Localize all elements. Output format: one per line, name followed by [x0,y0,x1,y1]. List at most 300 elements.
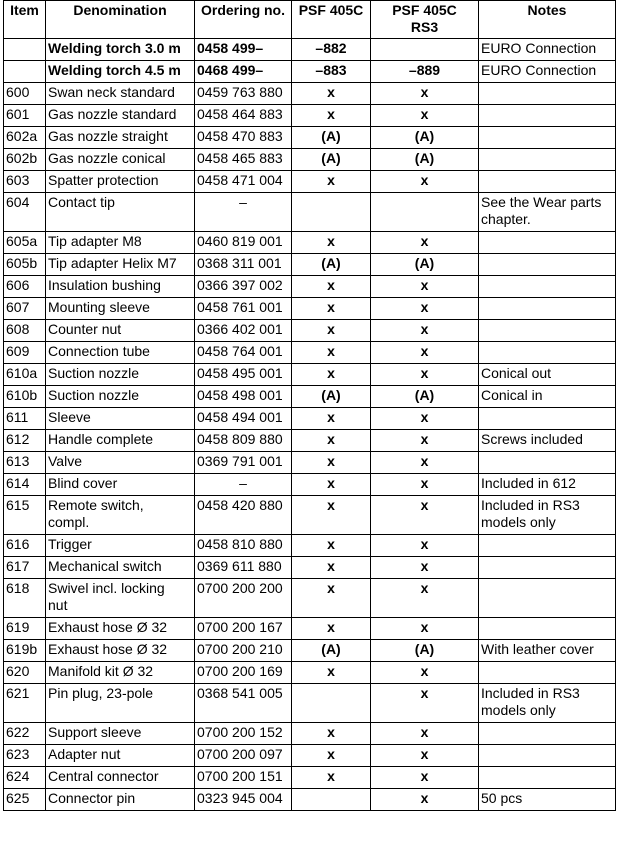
notes-cell [479,618,616,640]
notes-cell [479,723,616,745]
denomination-cell [46,496,195,535]
psf-405c-rs3-cell-text: x [420,299,429,315]
header-psf-405c-rs3 [371,1,479,39]
item-cell-text: 610b [6,387,38,403]
ordering-cell-text: 0458 764 001 [197,343,283,359]
ordering-cell-text: 0458 470 883 [197,128,283,144]
notes-cell-text: 50 pcs [481,790,523,806]
notes-cell [479,105,616,127]
psf-405c-rs3-cell-text: x [420,619,429,635]
item-cell-text: 605a [6,233,38,249]
psf-405c-cell-text: x [327,84,335,100]
item-cell-text: 621 [6,685,30,701]
denomination-cell-text: Welding torch 4.5 m [48,62,181,78]
psf-405c-rs3-cell [371,39,479,61]
psf-405c-rs3-cell [371,386,479,408]
table-row [4,320,616,342]
psf-405c-rs3-cell-text: x [420,768,429,784]
denomination-cell-text: compl. [48,514,90,530]
item-cell [4,386,46,408]
ordering-cell [195,684,292,723]
psf-405c-cell-text: x [327,746,335,762]
psf-405c-cell [292,452,371,474]
psf-405c-rs3-cell [371,298,479,320]
ordering-cell-text: 0458 465 883 [197,150,283,166]
item-cell [4,723,46,745]
item-cell-text: 612 [6,431,30,447]
psf-405c-rs3-cell [371,408,479,430]
denomination-cell-text: Handle complete [48,431,154,447]
psf-405c-rs3-cell [371,430,479,452]
denomination-cell [46,193,195,232]
notes-cell [479,276,616,298]
psf-405c-cell-text: –883 [315,62,347,78]
notes-cell-text: Screws included [481,431,583,447]
ordering-cell-text: 0458 494 001 [197,409,283,425]
psf-405c-rs3-cell-text: (A) [414,387,435,403]
notes-cell-text: EURO Connection [481,40,597,56]
psf-405c-cell-text: (A) [321,150,341,166]
ordering-cell-text: 0700 200 097 [197,746,283,762]
psf-405c-cell [292,364,371,386]
header-ordering-no: Ordering no. [195,1,292,39]
psf-405c-rs3-cell [371,535,479,557]
item-cell-text: 601 [6,106,30,122]
psf-405c-rs3-cell-text: x [420,746,429,762]
psf-405c-cell [292,171,371,193]
psf-405c-rs3-cell-text: x [420,431,429,447]
psf-405c-rs3-cell [371,684,479,723]
notes-cell [479,83,616,105]
item-cell-text: 613 [6,453,30,469]
psf-405c-cell [292,83,371,105]
psf-405c-cell-text: x [327,768,335,784]
denomination-cell-text: Tip adapter Helix M7 [48,255,177,271]
notes-cell [479,298,616,320]
psf-405c-rs3-cell [371,105,479,127]
ordering-cell-text: 0459 763 880 [197,84,283,100]
ordering-cell-text: 0458 495 001 [197,365,283,381]
denomination-cell [46,320,195,342]
ordering-cell [195,342,292,364]
psf-405c-rs3-cell-text: x [420,277,429,293]
psf-405c-cell-text: x [327,497,335,513]
denomination-cell-text: Blind cover [48,475,118,491]
notes-cell-text: chapter. [481,211,531,227]
ordering-cell [195,618,292,640]
denomination-cell-text: Spatter protection [48,172,159,188]
notes-cell-text: EURO Connection [481,62,597,78]
psf-405c-cell-text: x [327,619,335,635]
notes-cell [479,61,616,83]
ordering-cell-text: 0458 420 880 [197,497,283,513]
psf-405c-rs3-cell-text: x [420,475,429,491]
psf-405c-rs3-cell [371,767,479,789]
ordering-cell [195,364,292,386]
table-row [4,640,616,662]
psf-405c-cell-text: x [327,365,335,381]
psf-405c-rs3-cell-text: x [420,724,429,740]
ordering-cell [195,127,292,149]
psf-405c-cell [292,149,371,171]
table-row [4,127,616,149]
ordering-cell-text: 0458 499– [197,40,264,56]
denomination-cell [46,474,195,496]
psf-405c-rs3-cell [371,723,479,745]
psf-405c-cell [292,61,371,83]
psf-405c-cell-text: x [327,536,335,552]
header-psf-405c-rs3-line1: PSF 405C [392,2,457,18]
psf-405c-cell [292,105,371,127]
item-cell-text: 600 [6,84,30,100]
table-row [4,408,616,430]
ordering-cell [195,298,292,320]
psf-405c-rs3-cell-text: x [420,497,429,513]
denomination-cell-text: Tip adapter M8 [48,233,142,249]
item-cell-text: 614 [6,475,30,491]
ordering-cell-text: 0369 611 880 [197,558,282,574]
table-row [4,535,616,557]
denomination-cell-text: Connection tube [48,343,150,359]
denomination-cell-text: Manifold kit Ø 32 [48,663,154,679]
ordering-cell-text: 0458 498 001 [197,387,283,403]
psf-405c-cell-text: x [327,431,335,447]
ordering-cell [195,496,292,535]
psf-405c-rs3-cell [371,640,479,662]
denomination-cell-text: Mounting sleeve [48,299,150,315]
denomination-cell [46,684,195,723]
psf-405c-rs3-cell [371,618,479,640]
denomination-cell [46,640,195,662]
psf-405c-cell [292,320,371,342]
denomination-cell-text: Pin plug, 23-pole [48,685,154,701]
notes-cell-text: Conical in [481,387,543,403]
table-row [4,618,616,640]
psf-405c-cell [292,745,371,767]
psf-405c-cell-text: x [327,172,335,188]
denomination-cell [46,789,195,811]
table-row [4,557,616,579]
item-cell [4,452,46,474]
denomination-cell [46,723,195,745]
table-row [4,254,616,276]
notes-cell-text: Conical out [481,365,552,381]
denomination-cell-text: Connector pin [48,790,136,806]
notes-cell [479,535,616,557]
item-cell-text: 619 [6,619,30,635]
item-cell-text: 606 [6,277,30,293]
ordering-cell-text: 0700 200 152 [197,724,283,740]
notes-cell [479,149,616,171]
denomination-cell-text: Suction nozzle [48,387,140,403]
denomination-cell [46,662,195,684]
notes-cell-text: With leather cover [481,641,594,657]
ordering-cell [195,474,292,496]
psf-405c-rs3-cell-text: x [420,365,429,381]
item-cell [4,430,46,452]
ordering-cell [195,662,292,684]
ordering-cell [195,579,292,618]
notes-cell [479,745,616,767]
table-row [4,276,616,298]
table-row [4,171,616,193]
psf-405c-cell-text: x [327,299,335,315]
item-cell [4,618,46,640]
ordering-cell [195,193,292,232]
item-cell-text: 605b [6,255,38,271]
psf-405c-cell-text: x [327,724,335,740]
psf-405c-rs3-cell [371,789,479,811]
denomination-cell [46,276,195,298]
denomination-cell [46,127,195,149]
psf-405c-cell [292,662,371,684]
denomination-cell [46,254,195,276]
denomination-cell-text: Central connector [48,768,159,784]
notes-cell [479,39,616,61]
psf-405c-cell [292,127,371,149]
denomination-cell [46,386,195,408]
header-notes: Notes [479,1,616,39]
item-cell [4,127,46,149]
item-cell [4,298,46,320]
item-cell-text: 611 [6,409,29,425]
denomination-cell-text: Valve [48,453,82,469]
ordering-cell [195,640,292,662]
notes-cell [479,496,616,535]
item-cell [4,171,46,193]
denomination-cell [46,298,195,320]
psf-405c-cell-text: x [327,475,335,491]
notes-cell-text: Included in RS3 [481,497,580,513]
item-cell-text: 609 [6,343,30,359]
item-cell [4,496,46,535]
denomination-cell-text: Gas nozzle standard [48,106,177,122]
psf-405c-cell-text: (A) [321,255,341,271]
psf-405c-rs3-cell [371,254,479,276]
item-cell-text: 624 [6,768,30,784]
item-cell-text: 620 [6,663,30,679]
item-cell [4,105,46,127]
table-row [4,386,616,408]
psf-405c-cell-text: x [327,558,335,574]
psf-405c-rs3-cell-text: x [420,580,429,596]
psf-405c-rs3-cell [371,452,479,474]
notes-cell [479,386,616,408]
item-cell [4,149,46,171]
notes-cell [479,232,616,254]
psf-405c-rs3-cell-text: x [420,790,429,806]
psf-405c-rs3-cell-text: x [420,172,429,188]
denomination-cell [46,408,195,430]
ordering-cell-text: 0460 819 001 [197,233,283,249]
ordering-cell-text: – [239,475,247,491]
denomination-cell [46,535,195,557]
item-cell-text: 618 [6,580,30,596]
psf-405c-rs3-cell [371,61,479,83]
header-psf-405c: PSF 405C [292,1,371,39]
notes-cell [479,640,616,662]
ordering-cell [195,320,292,342]
ordering-cell [195,723,292,745]
psf-405c-cell [292,684,371,723]
item-cell [4,767,46,789]
psf-405c-rs3-cell [371,193,479,232]
table-row [4,298,616,320]
ordering-cell [195,386,292,408]
psf-405c-cell [292,193,371,232]
table-row [4,452,616,474]
psf-405c-rs3-cell [371,474,479,496]
psf-405c-cell-text: (A) [321,128,341,144]
table-row [4,789,616,811]
table-row [4,662,616,684]
notes-cell [479,684,616,723]
torch-row [4,61,616,83]
ordering-cell [195,171,292,193]
notes-cell-text: Included in RS3 [481,685,580,701]
ordering-cell-text: 0700 200 167 [197,619,283,635]
psf-405c-rs3-cell-text: x [420,453,429,469]
denomination-cell-text: Gas nozzle straight [48,128,168,144]
psf-405c-cell [292,386,371,408]
psf-405c-cell-text: x [327,663,335,679]
item-cell [4,474,46,496]
psf-405c-cell-text: x [327,343,335,359]
psf-405c-rs3-cell-text: x [420,343,429,359]
denomination-cell [46,105,195,127]
psf-405c-cell [292,408,371,430]
item-cell-text: 610a [6,365,38,381]
ordering-cell-text: 0366 402 001 [197,321,283,337]
notes-cell [479,342,616,364]
denomination-cell-text: nut [48,597,68,613]
ordering-cell [195,430,292,452]
notes-cell-text: models only [481,514,556,530]
item-cell [4,789,46,811]
denomination-cell [46,83,195,105]
psf-405c-cell-text: x [327,409,335,425]
ordering-cell-text: 0468 499– [197,62,264,78]
notes-cell [479,662,616,684]
denomination-cell-text: Insulation bushing [48,277,161,293]
psf-405c-rs3-cell-text: x [420,84,429,100]
header-denomination: Denomination [46,1,195,39]
psf-405c-rs3-cell [371,342,479,364]
ordering-cell [195,408,292,430]
denomination-cell-text: Welding torch 3.0 m [48,40,181,56]
notes-cell [479,579,616,618]
ordering-cell [195,61,292,83]
item-cell [4,364,46,386]
psf-405c-rs3-cell-text: (A) [414,255,435,271]
psf-405c-cell [292,276,371,298]
psf-405c-rs3-cell [371,276,479,298]
item-cell-text: 616 [6,536,30,552]
ordering-cell [195,767,292,789]
psf-405c-rs3-cell [371,83,479,105]
notes-cell [479,474,616,496]
denomination-cell [46,618,195,640]
denomination-cell-text: Exhaust hose Ø 32 [48,641,168,657]
psf-405c-cell-text: (A) [321,641,341,657]
psf-405c-cell-text: –882 [315,40,347,56]
table-row [4,496,616,535]
psf-405c-rs3-cell-text: (A) [414,128,435,144]
psf-405c-cell [292,535,371,557]
notes-cell [479,430,616,452]
psf-405c-rs3-cell-text: x [420,536,429,552]
item-cell-text: 602a [6,128,38,144]
ordering-cell [195,535,292,557]
ordering-cell-text: 0700 200 169 [197,663,283,679]
psf-405c-cell [292,557,371,579]
table-row [4,83,616,105]
denomination-cell-text: Sleeve [48,409,91,425]
psf-405c-cell-text: x [327,453,335,469]
psf-405c-cell [292,640,371,662]
item-cell [4,320,46,342]
ordering-cell-text: 0368 311 001 [197,255,282,271]
table-row [4,105,616,127]
table-row [4,745,616,767]
item-cell-text: 608 [6,321,30,337]
item-cell-text: 615 [6,497,30,513]
ordering-cell-text: 0323 945 004 [197,790,283,806]
ordering-cell-text: 0700 200 210 [197,641,283,657]
table-row [4,232,616,254]
psf-405c-cell [292,474,371,496]
psf-405c-rs3-cell [371,171,479,193]
item-cell-text: 604 [6,194,30,210]
table-row [4,723,616,745]
psf-405c-rs3-cell [371,579,479,618]
item-cell [4,83,46,105]
table-row [4,193,616,232]
denomination-cell-text: Suction nozzle [48,365,140,381]
denomination-cell-text: Swivel incl. locking [48,580,165,596]
psf-405c-rs3-cell-text: (A) [414,150,435,166]
psf-405c-cell [292,579,371,618]
denomination-cell [46,171,195,193]
psf-405c-rs3-cell [371,364,479,386]
table-row [4,684,616,723]
psf-405c-cell [292,723,371,745]
ordering-cell [195,149,292,171]
denomination-cell-text: Gas nozzle conical [48,150,166,166]
item-cell [4,535,46,557]
denomination-cell [46,149,195,171]
denomination-cell [46,342,195,364]
psf-405c-rs3-cell-text: x [420,321,429,337]
item-cell-text: 602b [6,150,38,166]
denomination-cell-text: Exhaust hose Ø 32 [48,619,168,635]
ordering-cell-text: 0700 200 200 [197,580,283,596]
psf-405c-rs3-cell-text: x [420,685,429,701]
notes-cell [479,127,616,149]
ordering-cell [195,39,292,61]
item-cell [4,232,46,254]
psf-405c-cell [292,39,371,61]
table-row [4,430,616,452]
psf-405c-rs3-cell-text: x [420,558,429,574]
notes-cell-text: Included in 612 [481,475,576,491]
psf-405c-cell [292,767,371,789]
item-cell-text: 625 [6,790,30,806]
psf-405c-cell [292,298,371,320]
header-row [4,1,616,39]
notes-cell [479,254,616,276]
item-cell-text: 619b [6,641,38,657]
